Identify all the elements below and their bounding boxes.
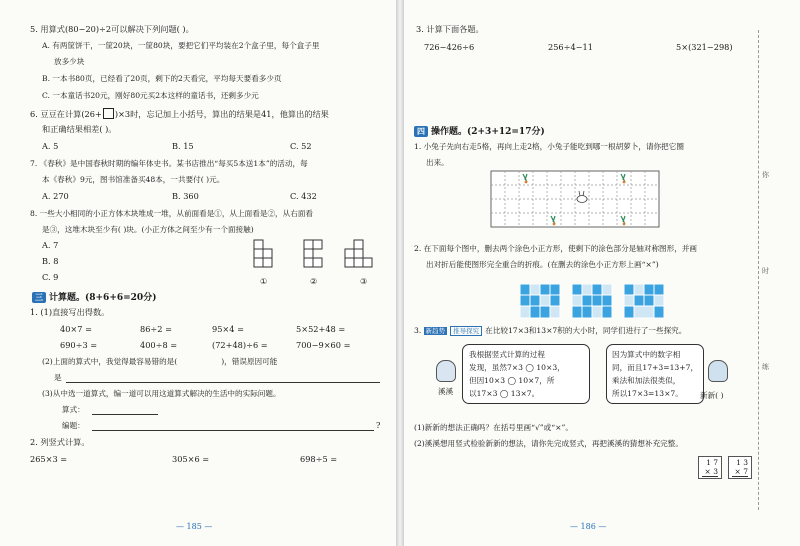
xinxin-avatar — [708, 360, 728, 382]
op-2-line-1: 2. 在下面每个图中，删去两个涂色小正方形，使剩下的涂色部分是轴对称图形，并画 — [414, 244, 698, 253]
xixi-line-4: 以17×3 ◯ 13×7。 — [469, 389, 540, 398]
section-4-title: 操作题。(2+3+12=17分) — [431, 127, 545, 137]
xinxin-line-2: 同，而且17+3=13+7， — [612, 363, 699, 372]
xixi-label: 溪溪 — [438, 387, 454, 396]
q6-opt-a: A. 5 — [42, 141, 59, 151]
op-1-line-1: 1. 小兔子先向右走5格，再向上走2格，小兔子能吃到哪一根胡萝卜，请你把它圈 — [414, 142, 684, 151]
calc-r2-4: 700−9×60 = — [296, 340, 351, 350]
problem-label: 编题： — [62, 421, 85, 430]
view-top — [304, 240, 322, 267]
vc2-bottom: × 7 — [732, 467, 748, 477]
calc-r1-4: 5×52+48 = — [296, 324, 346, 334]
xixi-avatar — [436, 360, 456, 382]
rabbit-grid[interactable] — [490, 170, 660, 228]
q6-stem-2: 和正确结果相差( )。 — [42, 124, 117, 134]
view-label-1: ① — [260, 276, 268, 286]
margin-char-1: 你 — [762, 171, 769, 179]
calc-1-p2a: (2)上面的算式中，我觉得最容易错的是( — [42, 357, 178, 366]
r-q3-item-1: 726−426÷6 — [424, 42, 475, 52]
xinxin-bubble — [606, 344, 704, 404]
q8-opt-c: C. 9 — [42, 272, 59, 282]
margin-char-2: 时 — [762, 267, 769, 275]
q7-opt-c: C. 432 — [290, 191, 317, 201]
calc-r1-2: 86÷2 = — [140, 324, 172, 334]
q5-option-a-cont: 放多少块 — [54, 57, 85, 66]
section-3-title: 计算题。(8+6+6=20分) — [49, 293, 157, 303]
vertical-2: 305×6 = — [172, 454, 210, 464]
calc-r2-2: 400÷8 = — [140, 340, 178, 350]
vertical-3: 698÷5 = — [300, 454, 338, 464]
question-mark: ? — [376, 420, 381, 430]
page-number-left: — 185 — — [176, 522, 213, 531]
r-q3-item-3: 5×(321−298) — [676, 42, 733, 52]
problem-line[interactable] — [92, 430, 374, 431]
calc-1-title: 1. (1)直接写出得数。 — [30, 307, 110, 317]
vertical-calc-1[interactable] — [698, 456, 722, 479]
calc-1-p2b: )，错误原因可能 — [221, 357, 278, 366]
xinxin-label[interactable]: 新新( ) — [700, 391, 724, 400]
section-3-heading — [32, 290, 156, 303]
op-3-text: 在比较17×3和13×7积的大小时，同学们进行了一些探究。 — [485, 326, 687, 335]
vertical-calc-2[interactable] — [728, 456, 752, 479]
op-3-line: 3. 新趋势 推导探究 在比较17×3和13×7积的大小时，同学们进行了一些探究。 — [414, 326, 687, 335]
margin-char-3: 练 — [762, 363, 769, 371]
q6-stem-a: 6. 豆豆在计算(26+ — [30, 109, 102, 119]
vc1-top: 1 7 — [706, 458, 718, 467]
q5-option-a: A. 有两筐饼干，一筐20块，一筐80块，要把它们平均装在2个盒子里，每个盒子里 — [42, 41, 320, 50]
q6-opt-c: C. 52 — [290, 141, 312, 151]
left-page — [0, 0, 396, 546]
q8-opt-a: A. 7 — [42, 240, 59, 250]
op-3-s2: (2)溪溪想用竖式检验新新的想法，请你先完成竖式，再把溪溪的猜想补充完整。 — [414, 439, 683, 448]
blank-box — [103, 108, 114, 119]
xixi-bubble — [462, 344, 590, 404]
badge-derive: 推导探究 — [450, 326, 482, 336]
r-q3-item-2: 256÷4−11 — [548, 42, 593, 52]
section-3-tag: 三 — [32, 292, 46, 303]
calc-r1-1: 40×7 = — [60, 324, 92, 334]
q8-stem: 8. 一些大小相同的小正方体木块堆成一堆，从前面看是①，从上面看是②，从右面看 — [30, 209, 314, 218]
q5-option-b: B. 一本书80页，已经看了20页，剩下的2天看完，平均每天要看多少页 — [42, 74, 282, 83]
view-label-2: ② — [310, 276, 318, 286]
vc2-top: 1 3 — [736, 458, 748, 467]
op-1-line-2: 出来。 — [426, 158, 449, 167]
symmetry-figure-1[interactable] — [520, 284, 560, 318]
xinxin-line-4: 所以17×3=13×7。 — [612, 389, 683, 398]
section-4-heading — [414, 124, 545, 137]
book-gutter — [396, 0, 404, 546]
q7-stem-2: 本《春秋》9元，图书馆准备买48本，一共要付( )元。 — [42, 175, 225, 184]
symmetry-figures — [520, 284, 670, 320]
xixi-line-2: 发现，虽然7×3 ◯ 10×3， — [469, 363, 565, 372]
calc-1-p2 — [42, 356, 277, 367]
view-label-3: ③ — [360, 276, 368, 286]
q8-opt-b: B. 8 — [42, 256, 59, 266]
calc-2-title: 2. 列竖式计算。 — [30, 437, 90, 447]
section-4-tag: 四 — [414, 126, 428, 137]
q6-stem-b: )×3时，忘记加上小括号，算出的结果是41，他算出的结果 — [114, 109, 329, 119]
q7-opt-b: B. 360 — [172, 191, 199, 201]
xixi-line-1: 我根据竖式计算的过程 — [469, 350, 545, 359]
vc1-bottom: × 3 — [702, 467, 718, 477]
xinxin-line-1: 因为算式中的数字相 — [612, 350, 681, 359]
binding-margin — [758, 30, 759, 510]
vertical-1: 265×3 = — [30, 454, 68, 464]
q7-stem: 7. 《春秋》是中国春秋时期的编年体史书。某书店推出“每买5本送1本”的活动，每 — [30, 159, 308, 168]
q6-stem — [30, 108, 329, 120]
q6-opt-b: B. 15 — [172, 141, 194, 151]
view-right — [345, 240, 372, 267]
q7-opt-a: A. 270 — [42, 191, 69, 201]
op-3-s1: (1)新新的想法正确吗？在括号里画“√”或“×”。 — [414, 423, 573, 432]
xinxin-line-3: 乘法和加法很类似， — [612, 376, 681, 385]
op-2-line-2: 出对折后能使图形完全重合的折痕。(在删去的涂色小正方形上画“×”) — [426, 260, 659, 269]
calc-r1-3: 95×4 = — [212, 324, 244, 334]
symmetry-figure-3[interactable] — [624, 284, 664, 318]
q8-stem-2: 是③，这堆木块至少有( )块。(小正方体之间至少有一个面接触) — [42, 225, 254, 234]
symmetry-figure-2[interactable] — [572, 284, 612, 318]
r-q3-title: 3. 计算下面各题。 — [416, 24, 484, 34]
calc-1-p2c: 是 — [54, 373, 62, 382]
reason-line[interactable] — [66, 382, 380, 383]
q5-option-c: C. 一本童话书20元，刚好80元买2本这样的童话书，还剩多少元 — [42, 91, 259, 100]
q5-stem: 5. 用算式(80−20)÷2可以解决下列问题( )。 — [30, 24, 194, 34]
badge-new-trend: 新趋势 — [425, 327, 446, 335]
calc-1-p3: (3)从中选一道算式，编一道可以用这道算式解决的生活中的实际问题。 — [42, 389, 281, 398]
calc-r2-1: 690÷3 = — [60, 340, 98, 350]
formula-line[interactable] — [92, 414, 158, 415]
page-number-right: — 186 — — [570, 522, 607, 531]
view-front — [254, 240, 272, 267]
xixi-line-3: 但因10×3 ◯ 10×7，所 — [469, 376, 555, 385]
calc-r2-3: (72+48)÷6 = — [212, 340, 268, 350]
formula-label: 算式： — [62, 405, 85, 414]
